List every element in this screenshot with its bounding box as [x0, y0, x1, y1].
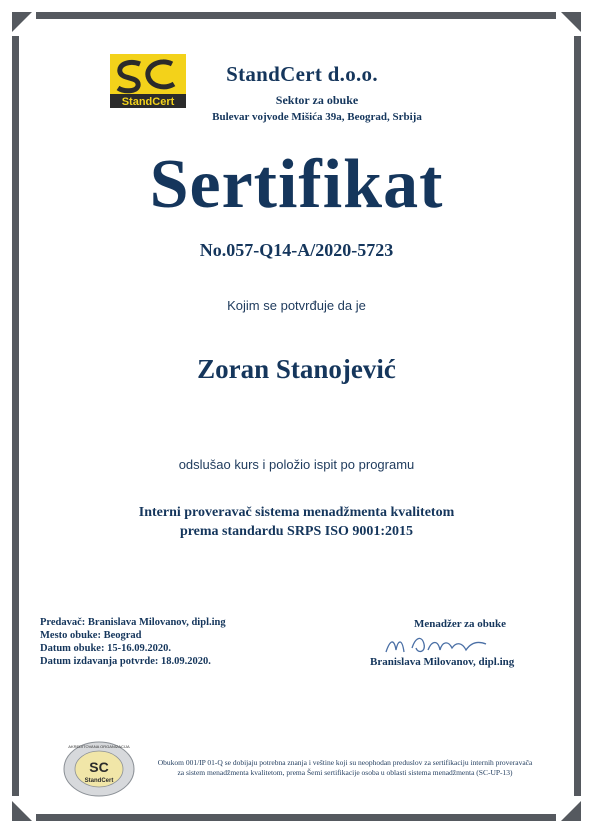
frame-corner-top-right [561, 12, 581, 32]
footer-note [150, 758, 540, 778]
confirm-text: Kojim se potvrđuje da je [227, 298, 366, 313]
manager-block [370, 618, 540, 668]
manager-name: Branislava Milovanov, dipl.ing [370, 656, 515, 668]
issue-date: Datum izdavanja potvrde: 18.09.2020. [40, 656, 211, 667]
training-location: Mesto obuke: Beograd [40, 630, 142, 641]
company-block [202, 62, 442, 123]
seal-mark: SC [89, 759, 109, 775]
training-date: Datum obuke: 15-16.09.2020. [40, 643, 171, 654]
certificate-number: No.057-Q14-A/2020-5723 [199, 240, 394, 260]
manager-title: Menadžer za obuke [413, 618, 507, 630]
company-sector: Sektor za obuke [275, 93, 359, 107]
program-line-1: Interni proveravač sistema menadžmenta kvalitetom [138, 505, 455, 520]
frame-corner-top-left [12, 12, 32, 32]
company-address: Bulevar vojvode Mišića 39a, Beograd, Srbija [212, 111, 422, 123]
footer-note-line-2: za sistem menadžmenta kvalitetom, prema Šemi sertifikacije osoba u oblasti sistema menadžmenta (SC-UP-13) [177, 768, 513, 777]
frame-bottom-bar [36, 814, 556, 821]
program-line-2: prema standardu SRPS ISO 9001:2015 [179, 524, 414, 539]
frame-top-bar [36, 12, 556, 19]
logo-text: StandCert [121, 96, 175, 108]
program-title [0, 503, 593, 541]
frame-corner-bottom-left [12, 801, 32, 821]
seal-name: StandCert [84, 778, 114, 784]
passed-text: odslušao kurs i položio ispit po programu [178, 457, 415, 472]
accreditation-seal [62, 740, 136, 798]
footer-note-line-1: Obukom 001/IP 01-Q se dobijaju potrebna znanja i veštine koji su neophodan preduslov za sertifikaciju internih proveravača [157, 758, 533, 767]
recipient-name: Zoran Stanojević [197, 354, 396, 384]
training-details [40, 616, 226, 668]
lecturer: Predavač: Branislava Milovanov, dipl.ing [40, 617, 226, 628]
frame-corner-bottom-right [561, 801, 581, 821]
seal-top-text: AKREDITOVANA ORGANIZACIJA [68, 744, 130, 749]
certificate-title: Sertifikat [149, 146, 444, 223]
company-name: StandCert d.o.o. [226, 62, 378, 86]
